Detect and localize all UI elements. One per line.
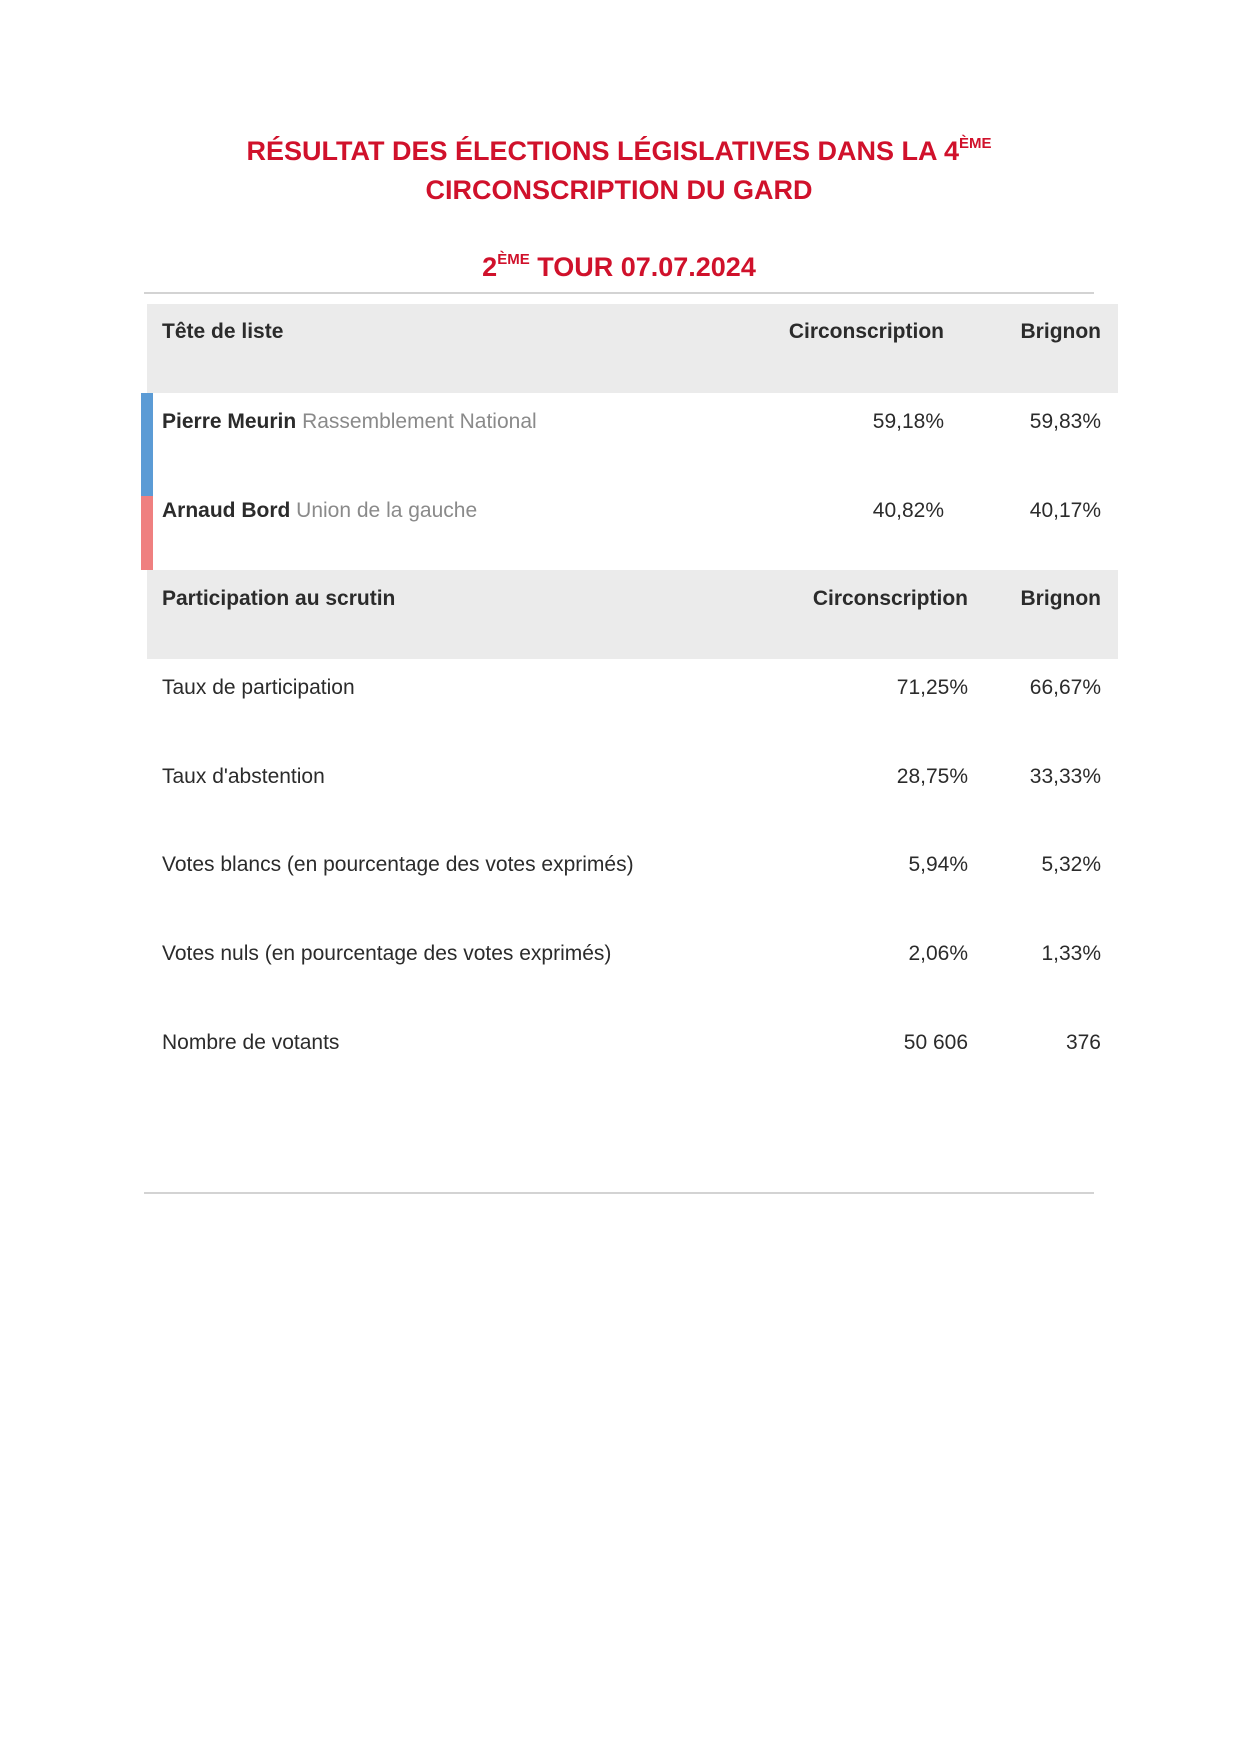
candidate-score-brignon: 59,83%: [1029, 410, 1101, 433]
participation-value-circonscription: 28,75%: [896, 765, 968, 788]
participation-header-label: Participation au scrutin: [162, 587, 396, 610]
results-header-candidate: Tête de liste: [162, 320, 284, 343]
round-date: TOUR 07.07.2024: [529, 252, 756, 282]
candidate-score-circonscription: 40,82%: [872, 499, 944, 522]
participation-value-circonscription: 5,94%: [908, 853, 968, 876]
participation-row-label: Taux d'abstention: [162, 765, 325, 788]
results-header-band: [147, 304, 1118, 393]
candidate-color-marker-rn: [141, 393, 153, 496]
participation-row-label: Votes blancs (en pourcentage des votes exprimés): [162, 853, 634, 876]
top-divider: [144, 292, 1094, 294]
participation-header-band: [147, 570, 1118, 659]
round-superscript: ÈME: [497, 251, 530, 268]
participation-row-label: Votes nuls (en pourcentage des votes exprimés): [162, 942, 612, 965]
participation-value-brignon: 66,67%: [1029, 676, 1101, 699]
participation-value-circonscription: 71,25%: [896, 676, 968, 699]
results-header-brignon: Brignon: [1020, 320, 1101, 343]
participation-value-brignon: 33,33%: [1029, 765, 1101, 788]
participation-header-brignon: Brignon: [1020, 587, 1101, 610]
candidate-party: Rassemblement National: [302, 410, 537, 433]
title-superscript: ÈME: [959, 135, 992, 152]
round-subtitle: [144, 250, 1094, 289]
candidate-score-circonscription: 59,18%: [872, 410, 944, 433]
candidate-name: Arnaud Bord: [162, 499, 291, 522]
participation-value-circonscription: 2,06%: [908, 942, 968, 965]
participation-header-circonscription: Circonscription: [812, 587, 968, 610]
candidate-name: Pierre Meurin: [162, 410, 297, 433]
candidate-party: Union de la gauche: [296, 499, 478, 522]
participation-value-brignon: 5,32%: [1041, 853, 1101, 876]
participation-value-brignon: 1,33%: [1041, 942, 1101, 965]
results-header-circonscription: Circonscription: [788, 320, 944, 343]
round-number: 2: [482, 252, 498, 282]
page-title: [144, 134, 1094, 208]
candidate-score-brignon: 40,17%: [1029, 499, 1101, 522]
participation-row-label: Nombre de votants: [162, 1031, 340, 1054]
candidate-row: [162, 499, 477, 523]
participation-value-circonscription: 50 606: [903, 1031, 968, 1054]
title-line1: RÉSULTAT DES ÉLECTIONS LÉGISLATIVES DANS LA 4: [246, 136, 960, 166]
title-line2: CIRCONSCRIPTION DU GARD: [425, 175, 813, 205]
participation-row-label: Taux de participation: [162, 676, 355, 699]
bottom-divider: [144, 1192, 1094, 1194]
candidate-row: [162, 410, 537, 434]
participation-value-brignon: 376: [1065, 1031, 1101, 1054]
candidate-color-marker-ug: [141, 496, 153, 570]
